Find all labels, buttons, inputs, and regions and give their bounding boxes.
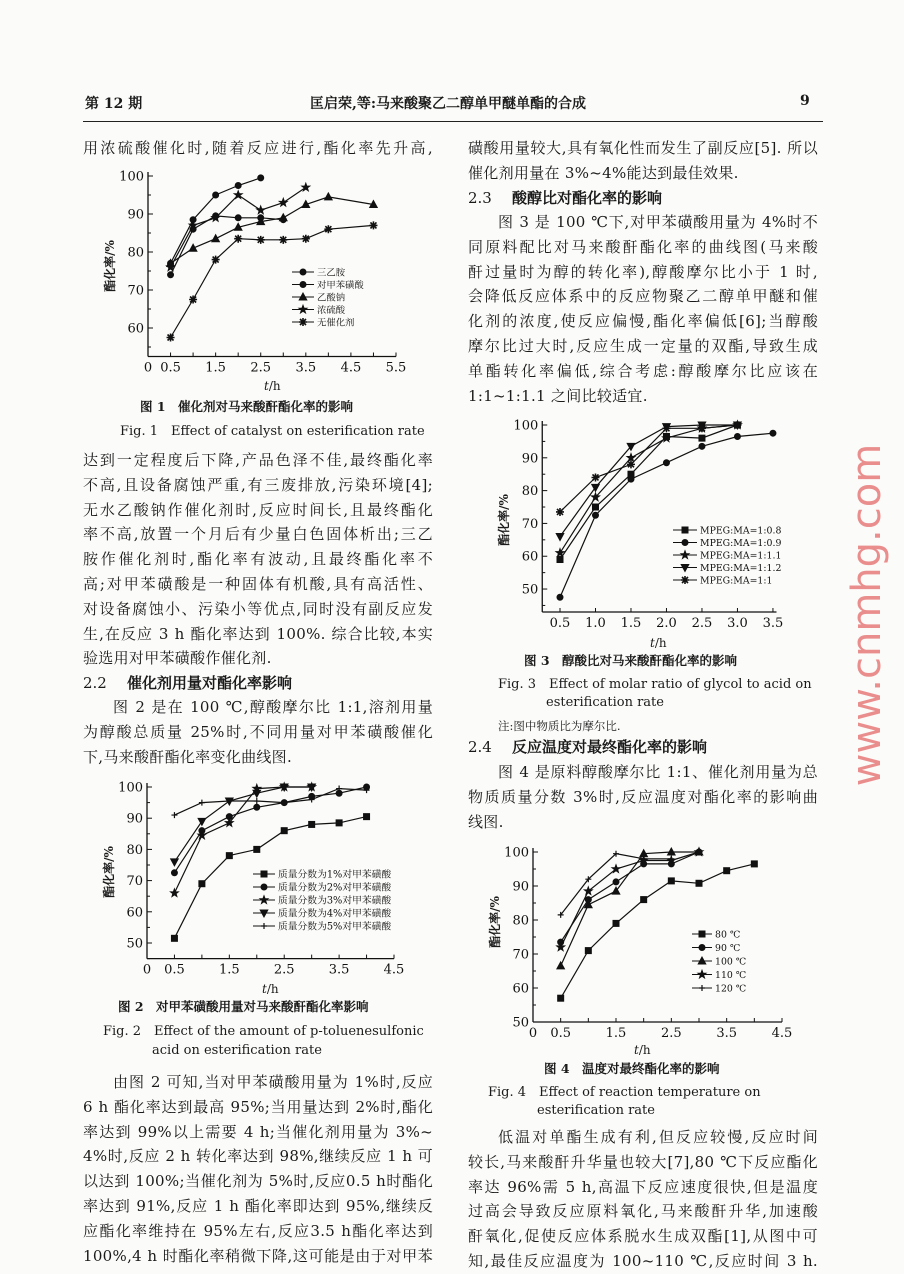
running-title: 匡启荣,等:马来酸聚乙二醇单甲醚单酯的合成 — [310, 96, 587, 112]
data-point — [171, 859, 179, 866]
data-point — [336, 820, 342, 826]
legend-label: MPEG:MA=1:0.8 — [700, 525, 782, 537]
text-line: 以达到 100%;当催化剂为 5%时,反应0.5 h时酯化 — [83, 1172, 433, 1191]
legend-entry — [292, 304, 346, 316]
watermark: www.cnmhg.com — [844, 443, 890, 787]
y-tick-label: 60 — [126, 905, 143, 921]
data-point — [662, 424, 670, 432]
legend-marker — [699, 945, 705, 951]
text-line: 率达 96%需 5 h,高温下反应速度很快,但是温度 — [468, 1177, 818, 1196]
data-point — [171, 889, 179, 897]
x-tick-label: 4.5 — [771, 1026, 793, 1041]
legend-label: 80 ℃ — [715, 929, 741, 941]
data-point — [254, 846, 260, 852]
legend-entry — [692, 943, 740, 954]
x-tick-label: 1.5 — [205, 360, 226, 376]
section-number: 2.4 — [468, 738, 492, 756]
text-line: 为醇酸总质量 25%时,不同用量对甲苯磺酸催化 — [83, 722, 433, 741]
y-tick-label: 80 — [521, 484, 539, 500]
data-point — [213, 192, 219, 198]
y-tick-label: 80 — [512, 913, 529, 929]
series-1 — [168, 213, 287, 278]
data-point — [302, 235, 310, 243]
y-tick-label: 70 — [521, 516, 539, 532]
series-2 — [171, 784, 369, 876]
text-line: 过高会导致反应原料氧化,马来酸酐升华,加速酸 — [468, 1202, 818, 1221]
legend-marker — [299, 318, 307, 326]
series-4 — [557, 848, 703, 951]
x-tick-label: 3.0 — [727, 616, 748, 631]
text-line: 化剂的浓度,使反应偏慢,酯化率偏低[6];当醇酸 — [468, 312, 818, 331]
data-point — [699, 443, 705, 449]
section-number: 2.2 — [83, 674, 107, 692]
data-point — [226, 853, 232, 859]
legend-marker — [681, 551, 689, 559]
y-tick-label: 100 — [504, 845, 529, 861]
legend-marker — [682, 540, 688, 546]
x-axis-unit: /h — [268, 379, 281, 393]
data-point — [168, 272, 174, 278]
data-point — [234, 235, 242, 243]
data-point — [557, 962, 565, 969]
legend-entry — [253, 907, 391, 920]
data-point — [556, 508, 564, 516]
y-tick-label: 50 — [512, 1015, 529, 1031]
legend-marker — [260, 896, 268, 904]
figure-4-y-axis-label: 酯化率/% — [488, 896, 502, 948]
legend-marker — [261, 884, 267, 890]
legend-entry — [253, 894, 391, 907]
y-tick-label: 90 — [127, 207, 144, 223]
x-axis-variable: t — [264, 379, 269, 393]
text-line: 4%时,反应 2 h 转化率达到 98%,继续反应 1 h 可 — [83, 1147, 433, 1166]
legend-marker — [681, 576, 689, 584]
data-point — [309, 821, 315, 827]
data-point — [557, 594, 563, 600]
data-point — [254, 804, 260, 810]
series-3 — [167, 193, 378, 267]
chart-figure-1 — [119, 170, 406, 376]
figure-2-y-axis-label: 酯化率/% — [102, 846, 116, 898]
data-point — [627, 460, 635, 468]
figure-2-caption-en: Fig. 2 Effect of the amount of p-toluenesulfonic — [103, 1024, 424, 1039]
data-point — [613, 879, 619, 885]
legend-entry — [673, 551, 781, 562]
data-point — [171, 935, 177, 941]
text-line: 催化剂用量在 3%~4%能达到最佳效果. — [468, 163, 739, 182]
series-line — [171, 178, 261, 264]
legend-label: 对甲苯磺酸 — [317, 280, 364, 291]
legend-entry — [692, 930, 740, 941]
text-line: 磺酸用量较大,具有氧化性而发生了副反应[5]. 所以 — [468, 139, 818, 157]
x-tick-label: 1.5 — [605, 1026, 627, 1041]
y-tick-label: 50 — [126, 936, 143, 952]
figure-3-caption-en: Fig. 3 Effect of molar ratio of glycol to acid on — [498, 677, 812, 692]
data-point — [585, 948, 591, 954]
legend-label: 质量分数为4%对甲苯磺酸 — [278, 908, 392, 920]
legend-label: 质量分数为5%对甲苯磺酸 — [278, 921, 392, 933]
y-tick-label: 60 — [512, 981, 529, 997]
chart-figure-3 — [513, 419, 783, 632]
legend-marker — [699, 985, 705, 991]
text-line: 由图 2 可知,当对甲苯磺酸用量为 1%时,反应 — [113, 1073, 433, 1091]
x-tick-label: 3.5 — [295, 360, 317, 376]
text-line: 知,最佳反应温度为 100~110 ℃,反应时间 3 h. — [468, 1251, 818, 1270]
x-tick-label: 2.5 — [250, 360, 272, 376]
text-line: 1:1~1:1.1 之间比较适宜. — [468, 386, 648, 405]
journal-issue: 第 12 期 — [85, 96, 143, 112]
data-point — [591, 473, 599, 481]
text-line: 线图. — [468, 812, 504, 831]
y-tick-label: 70 — [126, 874, 143, 890]
x-tick-label: 0.5 — [550, 1026, 572, 1041]
legend-entry — [253, 881, 391, 894]
x-axis-variable: t — [650, 636, 655, 650]
text-line: 用浓硫酸催化时,随着反应进行,酯化率先升高, — [83, 139, 433, 157]
legend-label: 质量分数为3%对甲苯磺酸 — [278, 895, 392, 907]
figure-1-y-axis-label: 酯化率/% — [103, 240, 117, 292]
text-line: 单酯转化率偏低,综合考虑:醇酸摩尔比应该在 — [468, 361, 818, 380]
text-line: 100%,4 h 时酯化率稍微下降,这可能是由于对甲苯 — [83, 1246, 433, 1265]
text-line: 物质质量分数 3%时,反应温度对酯化率的影响曲 — [468, 787, 818, 806]
legend-label: 120 ℃ — [715, 983, 747, 995]
series-5 — [556, 421, 741, 516]
series-2 — [558, 849, 702, 945]
chart-figure-2 — [118, 781, 404, 978]
y-tick-label: 90 — [521, 451, 539, 467]
legend-marker — [682, 527, 688, 533]
y-tick-label: 70 — [512, 947, 529, 963]
legend-label: 110 ℃ — [715, 970, 747, 981]
series-line — [561, 852, 699, 942]
x-tick-label: 2.5 — [273, 962, 295, 978]
data-point — [189, 296, 197, 304]
legend-entry — [673, 538, 781, 549]
text-line: 对设备腐蚀小、污染小等优点,同时没有副反应发 — [83, 599, 433, 618]
x-tick-label: 0 — [528, 1026, 538, 1041]
data-point — [199, 800, 205, 806]
y-tick-label: 60 — [127, 321, 144, 337]
y-tick-label: 60 — [521, 549, 539, 565]
series-4 — [556, 422, 741, 541]
y-tick-label: 90 — [512, 879, 529, 895]
legend-marker — [261, 871, 267, 877]
y-tick-label: 90 — [126, 811, 143, 827]
page-number: 9 — [800, 93, 810, 109]
data-point — [557, 557, 563, 563]
data-point — [171, 812, 177, 818]
figure-2-caption-en-cont: acid on esterification rate — [152, 1043, 322, 1058]
series-line — [561, 852, 699, 966]
data-point — [592, 512, 598, 518]
y-tick-label: 100 — [118, 780, 143, 796]
data-point — [167, 334, 175, 342]
legend-entry — [292, 267, 346, 279]
chart-figure-4 — [504, 846, 792, 1042]
text-line: 酐过量时为醇的转化率),醇酸摩尔比小于 1 时, — [468, 262, 818, 281]
legend-marker — [300, 269, 306, 275]
text-line: 不高,且设备腐蚀严重,有三废排放,污染环境[4]; — [83, 475, 433, 494]
text-line: 低温对单酯生成有利,但反应较慢,反应时间 — [498, 1128, 818, 1146]
x-tick-label: 0 — [143, 360, 153, 376]
data-point — [699, 435, 705, 441]
figure-3-note: 注:图中物质比为摩尔比. — [498, 719, 621, 733]
x-axis-unit: /h — [266, 982, 279, 996]
legend-label: 三乙胺 — [317, 267, 346, 279]
x-tick-label: 3.5 — [328, 962, 350, 978]
data-point — [257, 206, 265, 214]
x-axis-unit: /h — [638, 1043, 651, 1057]
legend-entry — [253, 868, 391, 881]
data-point — [734, 433, 740, 439]
data-point — [279, 198, 287, 206]
y-tick-label: 100 — [119, 169, 144, 185]
data-point — [199, 881, 205, 887]
text-line: 下,马来酸酐酯化率变化曲线图. — [83, 747, 293, 766]
data-point — [254, 798, 260, 804]
legend-label: 90 ℃ — [715, 943, 741, 954]
x-tick-label: 0.5 — [164, 962, 185, 978]
data-point — [212, 256, 220, 264]
data-point — [281, 828, 287, 834]
legend-entry — [673, 526, 781, 537]
text-line: 胺作催化剂时,酯化率有波动,且最终酯化率不 — [83, 550, 433, 569]
series-3 — [557, 848, 703, 969]
legend-entry — [673, 563, 781, 574]
figure-4-caption-en-cont: esterification rate — [537, 1103, 655, 1118]
legend-entry — [292, 317, 354, 329]
data-point — [369, 221, 377, 229]
text-line: 率不高,放置一个月后有少量白色固体析出;三乙 — [83, 525, 433, 544]
legend-entry — [292, 279, 364, 291]
data-point — [235, 183, 241, 189]
section-number: 2.3 — [468, 189, 492, 207]
y-tick-label: 80 — [126, 842, 143, 858]
data-point — [584, 887, 592, 895]
section-title: 反应温度对最终酯化率的影响 — [512, 738, 708, 756]
legend-marker — [300, 282, 306, 288]
text-line: 应酯化率维持在 95%左右,反应3.5 h酯化率达到 — [83, 1221, 433, 1240]
figure-3-y-axis-label: 酯化率/% — [497, 494, 511, 546]
text-line: 酐氧化,促使反应体系脱水生成双酯[1],从图中可 — [468, 1227, 818, 1246]
text-line: 无水乙酸钠作催化剂时,反应时间长,且最终酯化 — [83, 500, 433, 519]
data-point — [279, 236, 287, 244]
data-point — [364, 814, 370, 820]
legend-label: 100 ℃ — [715, 956, 747, 968]
data-point — [558, 995, 564, 1001]
text-line: 会降低反应体系中的反应物聚乙二醇单甲醚和催 — [468, 287, 818, 306]
x-tick-label: 2.0 — [656, 616, 677, 631]
text-line: 验选用对甲苯磺酸作催化剂. — [83, 649, 272, 668]
legend-label: 浓硫酸 — [317, 305, 346, 316]
figure-3-caption-en-cont: esterification rate — [546, 695, 664, 710]
data-point — [698, 424, 706, 432]
series-line — [171, 216, 284, 275]
data-point — [724, 868, 730, 874]
data-point — [628, 476, 634, 482]
figure-4-caption-cn: 图 4 温度对最终酯化率的影响 — [544, 1061, 720, 1076]
legend-entry — [692, 957, 746, 968]
x-axis-variable: t — [634, 1043, 639, 1057]
data-point — [641, 897, 647, 903]
data-point — [171, 870, 177, 876]
legend-marker — [299, 305, 307, 313]
legend-entry — [292, 292, 345, 304]
data-point — [556, 534, 564, 541]
legend-label: 质量分数为1%对甲苯磺酸 — [278, 869, 392, 881]
data-point — [668, 878, 674, 884]
legend-marker — [261, 923, 267, 929]
text-line: 生,在反应 3 h 酯化率达到 100%. 综合比较,本实 — [83, 624, 433, 643]
x-tick-label: 3.5 — [716, 1026, 738, 1041]
data-point — [212, 235, 220, 242]
x-tick-label: 4.5 — [340, 360, 362, 376]
text-line: 率达到 99%以上需要 4 h;当催化剂用量为 3%~ — [83, 1122, 433, 1141]
data-point — [258, 175, 264, 181]
x-tick-label: 0.5 — [549, 616, 571, 631]
x-tick-label: 4.5 — [383, 962, 405, 978]
figure-1-caption-cn: 图 1 催化剂对马来酸酐酯化率的影响 — [140, 399, 354, 414]
section-title: 催化剂用量对酯化率影响 — [127, 674, 293, 692]
data-point — [751, 861, 757, 867]
y-tick-label: 50 — [521, 582, 539, 598]
x-tick-label: 5.5 — [385, 360, 407, 376]
data-point — [257, 236, 265, 244]
legend-label: MPEG:MA=1:1.2 — [700, 563, 782, 574]
text-line: 图 2 是在 100 ℃,醇酸摩尔比 1:1,溶剂用量 — [113, 698, 433, 716]
data-point — [613, 920, 619, 926]
y-tick-label: 80 — [127, 245, 144, 261]
data-point — [696, 880, 702, 886]
legend-entry — [253, 920, 391, 933]
data-point — [279, 214, 287, 221]
legend-label: MPEG:MA=1:1 — [700, 575, 773, 587]
data-point — [592, 504, 598, 510]
x-tick-label: 2.5 — [691, 616, 713, 631]
legend-label: 无催化剂 — [317, 317, 355, 329]
x-axis-unit: /h — [654, 636, 667, 650]
legend-label: MPEG:MA=1:1.1 — [700, 550, 782, 562]
x-axis-variable: t — [262, 982, 267, 996]
data-point — [325, 193, 333, 200]
data-point — [733, 421, 741, 429]
text-line: 图 4 是原料醇酸摩尔比 1:1、催化剂用量为总 — [498, 763, 818, 781]
legend-entry — [673, 576, 772, 587]
y-tick-label: 70 — [127, 283, 144, 299]
x-tick-label: 0.5 — [160, 360, 181, 376]
legend-entry — [692, 984, 746, 995]
figure-1-caption-en: Fig. 1 Effect of catalyst on esterification rate — [120, 424, 425, 439]
figure-4-caption-en: Fig. 4 Effect of reaction temperature on — [488, 1085, 761, 1100]
figure-2-caption-cn: 图 2 对甲苯磺酸用量对马来酸酐酯化率影响 — [118, 999, 369, 1014]
legend-label: 乙酸钠 — [317, 292, 346, 304]
section-title: 酸醇比对酯化率的影响 — [512, 189, 663, 207]
data-point — [324, 225, 332, 233]
text-line: 摩尔比过大时,反应生成一定量的双酯,导致生成 — [468, 336, 818, 355]
text-line: 同原料配比对马来酸酐酯化率的曲线图(马来酸 — [468, 237, 818, 256]
text-line: 6 h 酯化率达到最高 95%;当用量达到 2%时,酯化 — [83, 1097, 433, 1116]
text-line: 高;对甲苯磺酸是一种固体有机酸,具有高活性、 — [83, 574, 433, 593]
data-point — [770, 430, 776, 436]
x-tick-label: 1.5 — [620, 616, 642, 631]
legend-entry — [692, 970, 746, 981]
legend-label: MPEG:MA=1:0.9 — [700, 538, 782, 549]
series-4 — [171, 784, 316, 866]
y-tick-label: 100 — [513, 418, 539, 434]
legend-marker — [699, 931, 705, 937]
x-tick-label: 1.0 — [585, 616, 606, 631]
text-line: 较长,马来酸酐升华量也较大[7],80 ℃下反应酯化 — [468, 1152, 818, 1171]
x-tick-label: 0 — [142, 962, 152, 978]
figure-3-caption-cn: 图 3 醇酸比对马来酸酐酯化率的影响 — [524, 653, 738, 668]
text-line: 图 3 是 100 ℃下,对甲苯磺酸用量为 4%时不 — [498, 213, 818, 231]
x-tick-label: 1.5 — [218, 962, 240, 978]
legend-label: 质量分数为2%对甲苯磺酸 — [278, 882, 392, 894]
x-tick-label: 3.5 — [762, 616, 784, 631]
text-line: 率达到 91%,反应 1 h 酯化率即达到 95%,继续反 — [83, 1196, 433, 1215]
legend-marker — [698, 970, 706, 978]
x-tick-label: 2.5 — [660, 1026, 682, 1041]
text-line: 达到一定程度后下降,产品色泽不佳,最终酯化率 — [83, 451, 433, 469]
data-point — [235, 215, 241, 221]
series-line — [561, 852, 699, 947]
data-point — [663, 460, 669, 466]
